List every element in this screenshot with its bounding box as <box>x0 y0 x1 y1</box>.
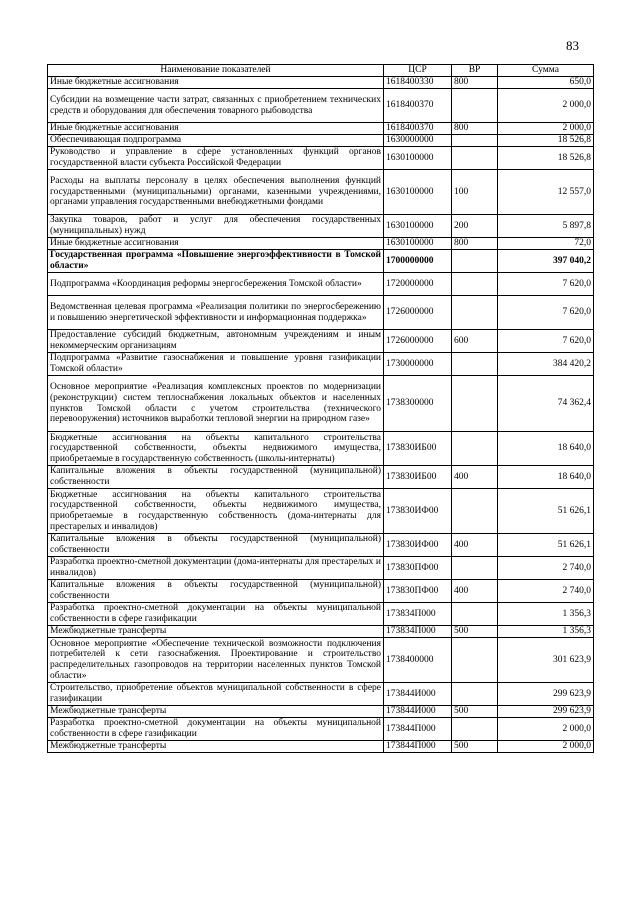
table-row <box>48 557 594 580</box>
cell-vr <box>452 718 498 741</box>
cell-csr: 173830ПФ00 <box>384 580 452 603</box>
cell-csr: 173844П000 <box>384 741 452 753</box>
cell-vr: 500 <box>452 706 498 718</box>
cell-name: Субсидии на возмещение части затрат, связанных с приобретением технических средств и оборудования для обеспечения товарного рыбоводства <box>48 89 384 123</box>
table-row <box>48 77 594 89</box>
cell-vr: 400 <box>452 466 498 489</box>
cell-vr <box>452 557 498 580</box>
table-row <box>48 147 594 170</box>
table-row <box>48 376 594 432</box>
cell-name: Разработка проектно-сметной документации на объекты муниципальной собственности в сфере газификации <box>48 718 384 741</box>
cell-vr: 400 <box>452 534 498 557</box>
cell-csr: 1618400370 <box>384 123 452 135</box>
cell-sum: 299 623,9 <box>498 683 594 706</box>
table-row <box>48 238 594 250</box>
cell-csr: 1726000000 <box>384 330 452 353</box>
cell-vr: 500 <box>452 626 498 638</box>
cell-name: Межбюджетные трансферты <box>48 741 384 753</box>
cell-csr: 1618400370 <box>384 89 452 123</box>
cell-vr <box>452 250 498 273</box>
cell-vr <box>452 489 498 534</box>
table-row <box>48 273 594 296</box>
cell-csr: 1630000000 <box>384 135 452 147</box>
cell-csr: 1618400330 <box>384 77 452 89</box>
cell-name: Разработка проектно-сметной документации (дома-интернаты для престарелых и инвалидов) <box>48 557 384 580</box>
cell-vr <box>452 296 498 330</box>
table-row <box>48 170 594 215</box>
page-number: 83 <box>566 38 579 53</box>
cell-csr: 1630100000 <box>384 215 452 238</box>
cell-name: Руководство и управление в сфере установленных функций органов государственной власти субъекта Российской Федерации <box>48 147 384 170</box>
cell-csr: 173834П000 <box>384 603 452 626</box>
budget-table <box>47 64 594 753</box>
cell-sum: 51 626,1 <box>498 534 594 557</box>
cell-name: Иные бюджетные ассигнования <box>48 77 384 89</box>
cell-vr: 800 <box>452 238 498 250</box>
cell-vr <box>452 353 498 376</box>
table-row <box>48 89 594 123</box>
cell-sum: 2 000,0 <box>498 741 594 753</box>
cell-name: Строительство, приобретение объектов муниципальной собственности в сфере газификации <box>48 683 384 706</box>
cell-sum: 5 897,8 <box>498 215 594 238</box>
cell-name: Ведомственная целевая программа «Реализация политики по энергосбережению и повышению энергетической эффективности и информационная поддержка» <box>48 296 384 330</box>
cell-csr: 173830ИФ00 <box>384 534 452 557</box>
cell-csr: 1738400000 <box>384 638 452 683</box>
table-row <box>48 683 594 706</box>
table-row <box>48 580 594 603</box>
cell-csr: 173844И000 <box>384 706 452 718</box>
cell-vr: 200 <box>452 215 498 238</box>
cell-name: Межбюджетные трансферты <box>48 626 384 638</box>
cell-csr: 173844И000 <box>384 683 452 706</box>
cell-csr: 173834П000 <box>384 626 452 638</box>
cell-vr <box>452 638 498 683</box>
table-row <box>48 626 594 638</box>
cell-csr: 1630100000 <box>384 147 452 170</box>
cell-csr: 173830ИБ00 <box>384 466 452 489</box>
cell-csr: 1630100000 <box>384 170 452 215</box>
table-row <box>48 135 594 147</box>
cell-vr: 500 <box>452 741 498 753</box>
cell-name: Подпрограмма «Координация реформы энергосбережения Томской области» <box>48 273 384 296</box>
cell-name: Капитальные вложения в объекты государственной (муниципальной) собственности <box>48 534 384 557</box>
cell-vr <box>452 432 498 466</box>
table-row <box>48 638 594 683</box>
cell-sum: 2 740,0 <box>498 557 594 580</box>
cell-sum: 299 623,9 <box>498 706 594 718</box>
cell-vr: 800 <box>452 77 498 89</box>
cell-name: Разработка проектно-сметной документации на объекты муниципальной собственности в сфере газификации <box>48 603 384 626</box>
cell-sum: 12 557,0 <box>498 170 594 215</box>
cell-sum: 74 362,4 <box>498 376 594 432</box>
cell-sum: 650,0 <box>498 77 594 89</box>
cell-sum: 2 000,0 <box>498 89 594 123</box>
cell-sum: 301 623,9 <box>498 638 594 683</box>
cell-sum: 7 620,0 <box>498 296 594 330</box>
cell-name: Капитальные вложения в объекты государственной (муниципальной) собственности <box>48 466 384 489</box>
cell-sum: 18 526,8 <box>498 135 594 147</box>
table-row <box>48 215 594 238</box>
cell-csr: 173830ИФ00 <box>384 489 452 534</box>
column-header-vr: ВР <box>452 65 498 77</box>
column-header-sum: Сумма <box>498 65 594 77</box>
cell-sum: 7 620,0 <box>498 273 594 296</box>
cell-csr: 1726000000 <box>384 296 452 330</box>
table-row <box>48 123 594 135</box>
table-row <box>48 250 594 273</box>
cell-name: Государственная программа «Повышение энергоэффективности в Томской области» <box>48 250 384 273</box>
cell-vr: 400 <box>452 580 498 603</box>
table-row <box>48 534 594 557</box>
cell-sum: 18 526,8 <box>498 147 594 170</box>
cell-vr <box>452 89 498 123</box>
cell-sum: 1 356,3 <box>498 626 594 638</box>
cell-sum: 18 640,0 <box>498 466 594 489</box>
cell-vr <box>452 147 498 170</box>
cell-name: Обеспечивающая подпрограмма <box>48 135 384 147</box>
cell-name: Иные бюджетные ассигнования <box>48 238 384 250</box>
cell-name: Бюджетные ассигнования на объекты капитального строительства государственной собственности, объекты недвижимого имущества, приобретаемые в государственную собственность (школы-интернаты) <box>48 432 384 466</box>
cell-name: Предоставление субсидий бюджетным, автономным учреждениям и иным некоммерческим организациям <box>48 330 384 353</box>
table-row <box>48 466 594 489</box>
cell-sum: 2 740,0 <box>498 580 594 603</box>
cell-sum: 2 000,0 <box>498 123 594 135</box>
cell-vr <box>452 603 498 626</box>
cell-sum: 7 620,0 <box>498 330 594 353</box>
table-row <box>48 603 594 626</box>
cell-vr: 600 <box>452 330 498 353</box>
cell-csr: 1720000000 <box>384 273 452 296</box>
table-row <box>48 330 594 353</box>
cell-csr: 1730000000 <box>384 353 452 376</box>
table-row <box>48 741 594 753</box>
cell-csr: 1630100000 <box>384 238 452 250</box>
table-header-row <box>48 65 594 77</box>
cell-csr: 1700000000 <box>384 250 452 273</box>
cell-vr <box>452 135 498 147</box>
cell-sum: 72,0 <box>498 238 594 250</box>
cell-sum: 51 626,1 <box>498 489 594 534</box>
cell-vr <box>452 376 498 432</box>
cell-sum: 2 000,0 <box>498 718 594 741</box>
cell-name: Подпрограмма «Развитие газоснабжения и повышение уровня газификации Томской области» <box>48 353 384 376</box>
cell-vr <box>452 273 498 296</box>
table-row <box>48 432 594 466</box>
cell-vr: 800 <box>452 123 498 135</box>
cell-name: Бюджетные ассигнования на объекты капитального строительства государственной собственности, объекты недвижимого имущества, приобретаемые в государственную собственность (дома-интернаты для престарелых и инвалидов) <box>48 489 384 534</box>
cell-name: Капитальные вложения в объекты государственной (муниципальной) собственности <box>48 580 384 603</box>
cell-sum: 1 356,3 <box>498 603 594 626</box>
table-row <box>48 706 594 718</box>
cell-name: Основное мероприятие «Реализация комплексных проектов по модернизации (реконструкции) систем теплоснабжения локальных объектов и населенных пунктов Томской области с учетом строительства (технического перевооружения) источников выработки тепловой энергии на природном газе» <box>48 376 384 432</box>
table-row <box>48 489 594 534</box>
cell-sum: 384 420,2 <box>498 353 594 376</box>
cell-sum: 397 040,2 <box>498 250 594 273</box>
cell-vr: 100 <box>452 170 498 215</box>
cell-name: Основное мероприятие «Обеспечение технической возможности подключения потребителей к сети газоснабжения. Проектирование и строительство распределительных газопроводов на территории населенных пунктов Томской области» <box>48 638 384 683</box>
cell-name: Межбюджетные трансферты <box>48 706 384 718</box>
cell-csr: 173830ИБ00 <box>384 432 452 466</box>
cell-name: Иные бюджетные ассигнования <box>48 123 384 135</box>
column-header-csr: ЦСР <box>384 65 452 77</box>
cell-name: Закупка товаров, работ и услуг для обеспечения государственных (муниципальных) нужд <box>48 215 384 238</box>
cell-csr: 173830ПФ00 <box>384 557 452 580</box>
table-row <box>48 296 594 330</box>
cell-csr: 173844П000 <box>384 718 452 741</box>
cell-csr: 1738300000 <box>384 376 452 432</box>
cell-vr <box>452 683 498 706</box>
column-header-name: Наименование показателей <box>48 65 384 77</box>
cell-sum: 18 640,0 <box>498 432 594 466</box>
table-row <box>48 353 594 376</box>
cell-name: Расходы на выплаты персоналу в целях обеспечения выполнения функций государственными (муниципальными) органами, казенными учреждениями, органами управления государственными внебюджетными фондами <box>48 170 384 215</box>
table-body <box>48 77 594 753</box>
table-row <box>48 718 594 741</box>
